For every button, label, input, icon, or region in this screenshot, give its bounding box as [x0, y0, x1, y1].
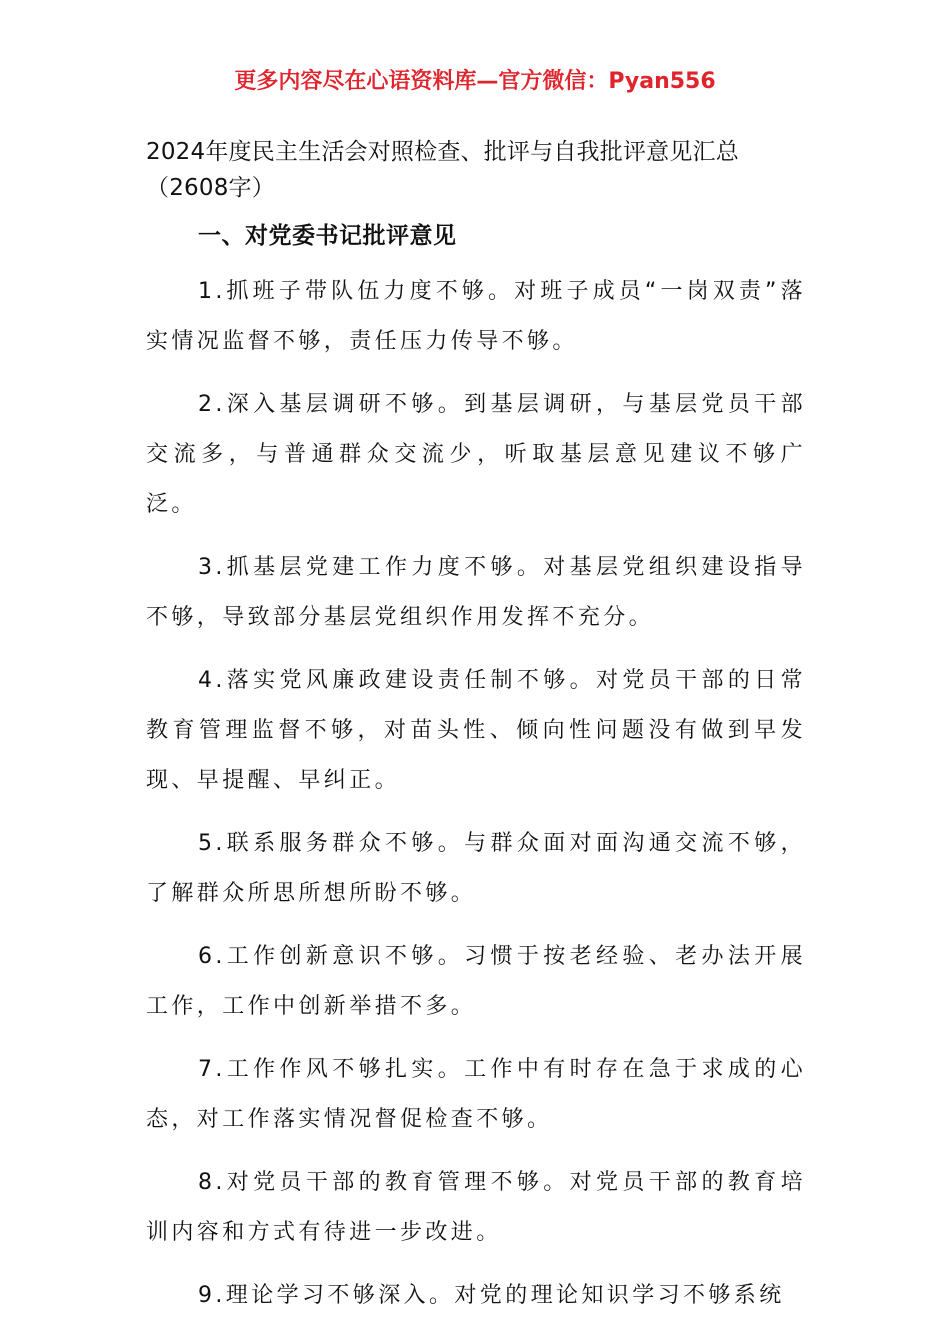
- list-item: 9.理论学习不够深入。对党的理论知识学习不够系统: [198, 1283, 785, 1308]
- list-item: 2.深入基层调研不够。到基层调研，与基层党员干部交流多，与普通群众交流少，听取基层意见建议不够广泛。: [146, 392, 806, 517]
- list-item: 6.工作创新意识不够。习惯于按老经验、老办法开展工作，工作中创新举措不多。: [146, 944, 806, 1019]
- section-heading: 一、对党委书记批评意见: [198, 223, 457, 249]
- list-item: 3.抓基层党建工作力度不够。对基层党组织建设指导不够，导致部分基层党组织作用发挥不充分。: [146, 555, 806, 630]
- list-item: 7.工作作风不够扎实。工作中有时存在急于求成的心态，对工作落实情况督促检查不够。: [146, 1057, 806, 1132]
- list-item: 5.联系服务群众不够。与群众面对面沟通交流不够，了解群众所思所想所盼不够。: [146, 831, 806, 906]
- watermark-banner: 更多内容尽在心语资料库—官方微信：Pyan556: [234, 69, 716, 94]
- list-item: 1.抓班子带队伍力度不够。对班子成员“一岗双责”落实情况监督不够，责任压力传导不够。: [146, 279, 806, 354]
- list-item: 8.对党员干部的教育管理不够。对党员干部的教育培训内容和方式有待进一步改进。: [146, 1170, 806, 1245]
- document-title: 2024年度民主生活会对照检查、批评与自我批评意见汇总（2608字）: [146, 139, 739, 201]
- list-item: 4.落实党风廉政建设责任制不够。对党员干部的日常教育管理监督不够，对苗头性、倾向性问题没有做到早发现、早提醒、早纠正。: [146, 668, 806, 793]
- document-body: [146, 134, 806, 1321]
